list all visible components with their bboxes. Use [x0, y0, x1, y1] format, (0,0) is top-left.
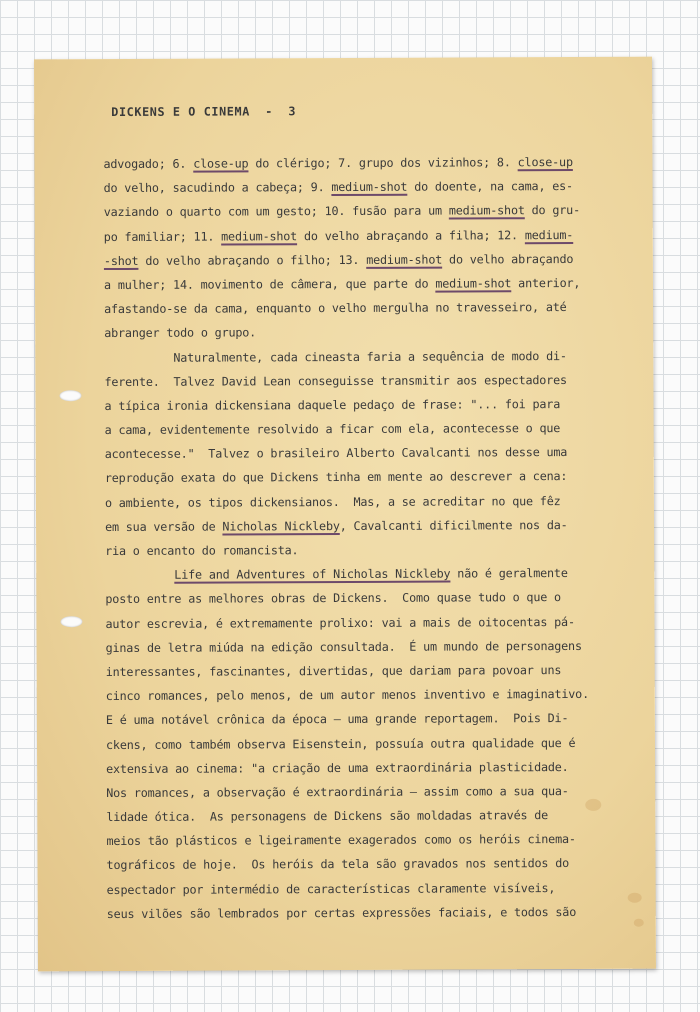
text-segment: do clérigo; 7. grupo dos vizinhos; 8. — [248, 155, 518, 171]
text-segment: abranger todo o grupo. — [104, 325, 257, 341]
text-line — [105, 537, 588, 563]
text-line — [104, 247, 587, 273]
underlined-term: close-up — [193, 156, 249, 171]
text-line — [104, 368, 587, 394]
body-text — [103, 150, 590, 926]
text-segment: o ambiente, os tipos dickensianos. Mas, a se acreditar no que fêz — [104, 493, 561, 510]
text-line — [107, 900, 590, 926]
text-line — [106, 682, 589, 708]
text-line — [104, 174, 587, 200]
text-segment: lidade ótica. As personagens de Dickens são moldadas através de — [106, 808, 549, 825]
text-segment: não é geralmente — [450, 566, 568, 581]
underlined-term: -shot — [103, 253, 139, 268]
paper-stain — [628, 893, 642, 903]
text-segment: do velho abraçando o filho; 13. — [138, 252, 367, 268]
text-segment: do velho abraçando — [442, 251, 574, 267]
text-segment: vaziando o quarto com um gesto; 10. fusão para um — [103, 203, 449, 220]
text-segment: do velho, sacudindo a cabeça; 9. — [103, 180, 332, 196]
text-segment: tográficos de hoje. Os heróis da tela são gravados nos sentidos do — [106, 856, 570, 873]
text-line — [106, 827, 589, 853]
punch-hole — [59, 390, 81, 401]
text-segment: anterior, — [511, 275, 581, 291]
text-segment: autor escrevia, é extremamente prolixo: vai a mais de oitocentas pá- — [105, 614, 575, 631]
text-segment: a mulher; 14. movimento de câmera, que parte do — [103, 276, 436, 292]
text-line — [105, 464, 588, 490]
text-line — [105, 513, 588, 539]
text-segment: acontecesse." Talvez o brasileiro Alberto Cavalcanti nos desse uma — [104, 445, 568, 462]
text-line — [104, 343, 587, 369]
underlined-term: Nicholas Nickleby — [222, 518, 340, 534]
text-segment: ria o encanto do romancista. — [105, 543, 299, 559]
underlined-term: medium-shot — [448, 203, 525, 218]
page-header: DICKENS E O CINEMA - 3 — [111, 104, 297, 120]
underlined-term: medium-shot — [331, 179, 408, 195]
text-segment: cinco romances, pelo menos, de um autor menos inventivo e imaginativo. — [105, 687, 589, 704]
text-line — [105, 585, 588, 611]
underlined-term: close-up — [517, 155, 573, 170]
underlined-term: medium-shot — [435, 276, 512, 291]
text-line — [105, 561, 588, 587]
text-segment: ginas de letra miúda na edição consultada. É um mundo de personagens — [105, 638, 582, 655]
text-line — [105, 610, 588, 636]
text-line — [106, 803, 589, 829]
text-segment: meios tão plásticos e ligeiramente exagerados como os heróis cinema- — [106, 832, 576, 849]
text-segment: do velho abraçando a filha; 12. — [297, 227, 525, 243]
text-segment: Nos romances, a observação é extraordinária — assim como a sua qua- — [106, 783, 569, 800]
text-segment: seus vilões são lembrados por certas expressões faciais, e todos são — [106, 904, 577, 921]
text-line — [104, 271, 587, 297]
underlined-term: medium- — [524, 227, 574, 242]
text-segment: advogado; 6. — [103, 156, 194, 172]
underlined-term: Life and Adventures of Nicholas Nickleby — [174, 566, 451, 582]
text-segment: do doente, na cama, es- — [407, 179, 573, 194]
text-line — [106, 730, 589, 756]
text-line — [106, 755, 589, 781]
text-segment: espectador por intermédio de características claramente visíveis, — [106, 880, 556, 897]
text-line — [104, 295, 587, 321]
text-segment: em sua versão de — [105, 519, 223, 534]
text-segment — [105, 568, 174, 582]
text-segment: a cama, evidentemente resolvido a ficar com ela, acontecesse o que — [104, 421, 561, 438]
underlined-term: medium-shot — [366, 252, 443, 267]
text-segment: , Cavalcanti dificilmente nos da- — [339, 517, 568, 533]
text-line — [106, 706, 589, 732]
text-segment: a típica ironia dickensiana daquele pedaço de frase: "... foi para — [104, 396, 561, 413]
text-line — [104, 223, 587, 249]
text-segment: interessantes, fascinantes, divertidas, que dariam para povoar uns — [105, 662, 562, 679]
paper-stain — [634, 919, 644, 927]
text-line — [104, 319, 587, 345]
text-line — [104, 392, 587, 418]
text-segment: ckens, como também observa Eisenstein, possuía outra qualidade que é — [105, 735, 576, 752]
text-segment: extensiva ao cinema: "a criação de uma extraordinária plasticidade. — [106, 759, 569, 776]
text-segment: afastando-se da cama, enquanto o velho mergulha no travesseiro, até — [104, 300, 567, 317]
text-line — [103, 150, 586, 176]
text-line — [106, 779, 589, 805]
text-line — [105, 440, 588, 466]
text-segment: po familiar; 11. — [103, 229, 222, 244]
text-segment: Naturalmente, cada cineasta faria a sequência de modo di- — [104, 348, 567, 365]
underlined-term: medium-shot — [221, 228, 298, 244]
text-line — [106, 851, 589, 877]
text-line — [107, 876, 590, 902]
text-segment: E é uma notável crônica da época — uma grande reportagem. Pois Di- — [105, 711, 569, 728]
typewritten-page — [34, 57, 656, 972]
text-line — [106, 658, 589, 684]
text-line — [106, 634, 589, 660]
text-segment: do gru- — [524, 203, 580, 218]
punch-hole — [60, 616, 82, 627]
text-line — [105, 416, 588, 442]
text-line — [105, 489, 588, 515]
text-segment: ferente. Talvez David Lean conseguisse transmitir aos espectadores — [104, 372, 567, 389]
text-segment: reprodução exata do que Dickens tinha em mente ao descrever a cena: — [104, 469, 568, 486]
text-segment: posto entre as melhores obras de Dickens. Como quase tudo o que o — [105, 590, 561, 607]
text-line — [104, 198, 587, 224]
